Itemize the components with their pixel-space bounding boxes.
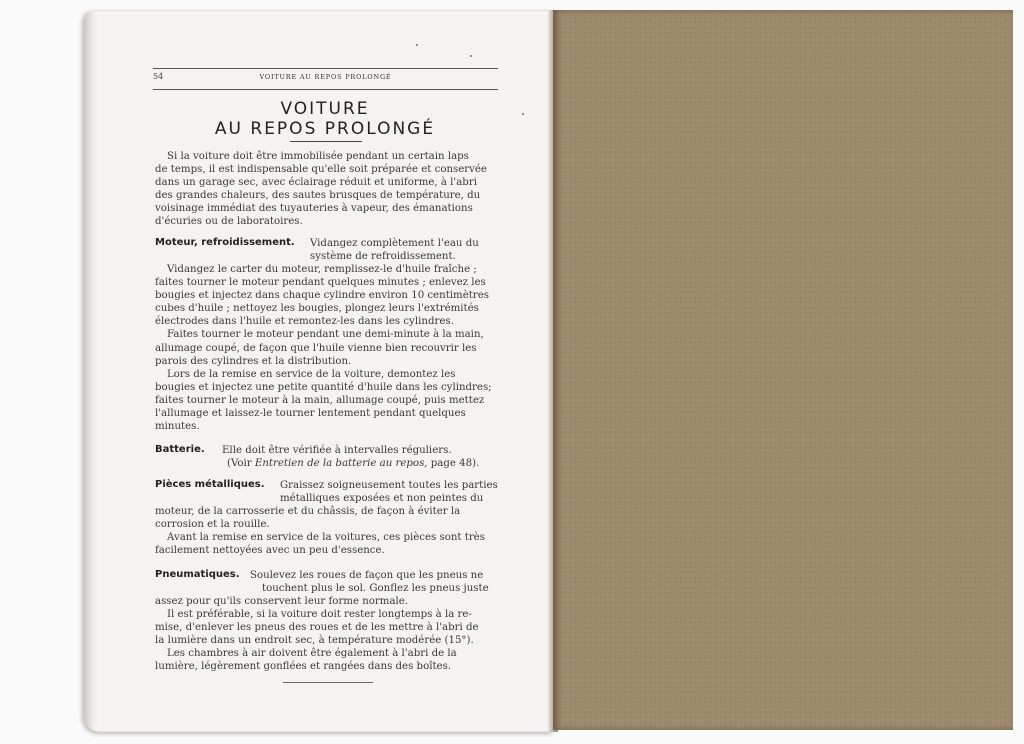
text-line: faites tourner le moteur pendant quelques minutes ; enlevez les: [155, 277, 486, 289]
moteur-paragraph: [155, 263, 498, 433]
text-line: allumage coupé, de façon que l'huile vienne bien recouvrir les: [155, 342, 477, 354]
batterie-second-line: [227, 457, 479, 470]
text-line: Il est préférable, si la voiture doit rester longtemps à la re-: [167, 609, 472, 621]
section-label-pieces: Pièces métalliques.: [155, 479, 265, 490]
paper-speck: [522, 113, 524, 115]
pneumatiques-paragraph: [155, 595, 498, 674]
running-title: VOITURE AU REPOS PROLONGÉ: [259, 73, 392, 81]
text-line: minutes.: [155, 421, 200, 433]
batterie-ref-title: Entretien de la batterie au repos,: [254, 458, 428, 469]
pieces-first-line: Graissez soigneusement toutes les parties: [280, 480, 498, 491]
batterie-ref-suffix: page 48).: [427, 458, 480, 469]
section-label-pneumatiques: Pneumatiques.: [155, 569, 240, 580]
text-line: faites tourner le moteur à la main, allumage coupé, puis mettez: [155, 394, 485, 406]
text-line: voisinage immédiat des tuyauteries à vapeur, des émanations: [155, 203, 473, 215]
section-label-moteur: Moteur, refroidissement.: [155, 237, 295, 248]
paper-speck: [416, 44, 418, 46]
text-line: Vidangez le carter du moteur, remplissez-le d'huile fraîche ;: [167, 264, 477, 275]
text-line: corrosion et la rouille.: [155, 519, 270, 531]
text-line: Avant la remise en service de la voitures, ces pièces sont très: [167, 532, 485, 544]
batterie-ref-prefix: (Voir: [227, 458, 255, 469]
text-line: parois des cylindres et la distribution.: [155, 355, 352, 367]
text-line: Lors de la remise en service de la voiture, demontez les: [167, 368, 456, 380]
pneumatiques-first-line: Soulevez les roues de façon que les pneus ne: [250, 570, 484, 581]
text-line: l'allumage et laissez-le tourner lentement pendant quelques: [155, 408, 466, 420]
text-line: des grandes chaleurs, des sautes brusques de température, du: [155, 190, 481, 202]
chapter-title-line2: AU REPOS PROLONGÉ: [214, 119, 436, 139]
pieces-paragraph: [155, 505, 498, 557]
text-line: Si la voiture doit être immobilisée pendant un certain laps: [167, 151, 469, 162]
text-line: mise, d'enlever les pneus des roues et de les mettre à l'abri de: [155, 622, 479, 634]
text-line: Les chambres à air doivent être également à l'abri de la: [167, 648, 457, 660]
moteur-first-line: Vidangez complètement l'eau du: [310, 238, 479, 249]
text-line: de temps, il est indispensable qu'elle soit préparée et conservée: [155, 164, 487, 176]
text-line: dans un garage sec, avec éclairage réduit et uniforme, à l'abri: [155, 177, 477, 189]
pneumatiques-second-line: touchent plus le sol. Gonflez les pneus juste: [262, 583, 489, 594]
text-line: moteur, de la carrosserie et du châssis, de façon à éviter la: [155, 506, 461, 517]
text-line: assez pour qu'ils conservent leur forme normale.: [155, 596, 409, 607]
text-line: lumière, légèrement gonflées et rangées dans des boîtes.: [155, 661, 452, 673]
text-line: d'écuries ou de laboratoires.: [155, 216, 303, 228]
text-line: électrodes dans l'huile et remontez-les dans les cylindres.: [155, 316, 454, 328]
section-label-batterie: Batterie.: [155, 444, 205, 455]
text-line: bougies et injectez une petite quantité d'huile dans les cylindres;: [155, 381, 492, 393]
text-line: facilement nettoyées avec un peu d'essence.: [155, 545, 385, 557]
paper-speck: [470, 55, 472, 57]
text-line: bougies et injectez dans chaque cylindre environ 10 centimètres: [155, 290, 489, 302]
intro-paragraph: [155, 150, 498, 229]
text-line: la lumière dans un endroit sec, à température modérée (15°).: [155, 635, 474, 647]
moteur-second-line: système de refroidissement.: [310, 251, 456, 262]
page-number: 54: [153, 72, 164, 81]
pieces-second-line: métalliques exposées et non peintes du: [280, 493, 484, 504]
text-line: cubes d'huile ; nettoyez les bougies, plongez leurs l'extrémités: [155, 303, 479, 315]
text-line: Faites tourner le moteur pendant une demi-minute à la main,: [167, 329, 484, 341]
title-underline: [290, 141, 362, 142]
chapter-title-line1: VOITURE: [280, 99, 370, 119]
right-page-blank: [553, 10, 1013, 730]
running-header: [153, 68, 498, 90]
end-of-chapter-rule: [283, 682, 373, 683]
batterie-first-line: Elle doit être vérifiée à intervalles réguliers.: [222, 445, 452, 456]
